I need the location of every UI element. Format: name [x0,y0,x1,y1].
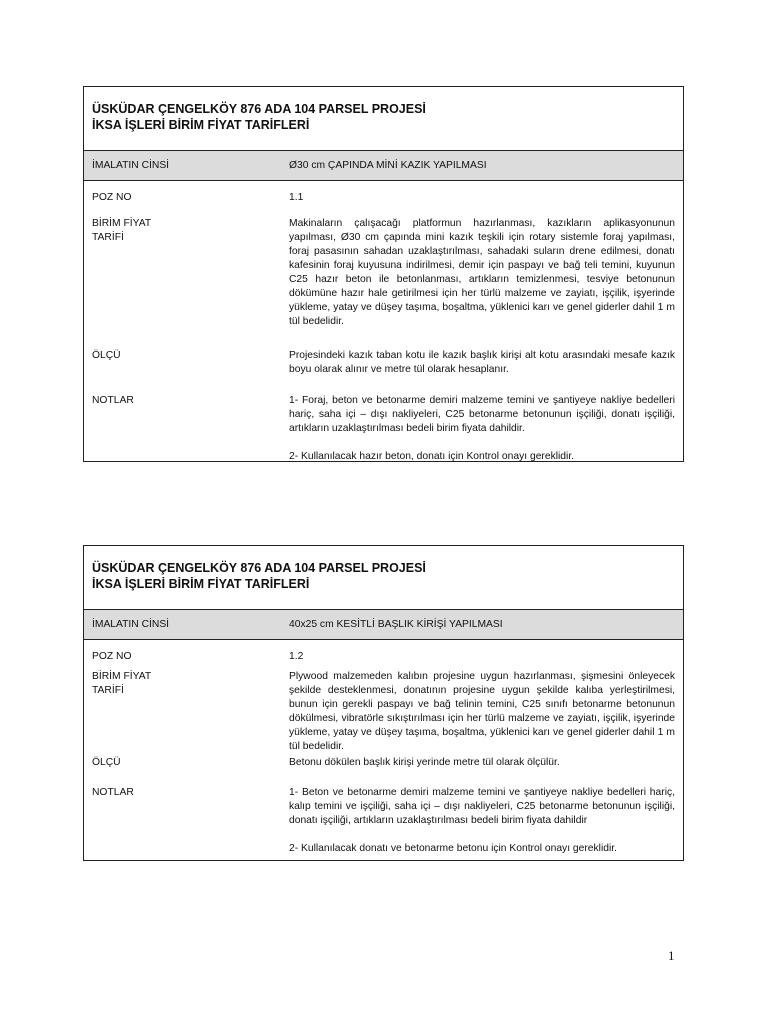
tarif-label-line2: TARİFİ [92,232,124,243]
olcu-value: Projesindeki kazık taban kotu ile kazık başlık kirişi alt kotu arasındaki mesafe kazık boyu olarak alınır ve metre tül olarak hesaplanır. [289,350,675,375]
tarif-row [84,217,683,329]
imalat-label: İMALATIN CİNSİ [92,160,170,171]
imalat-label: İMALATIN CİNSİ [92,619,170,630]
page-number: 1 [668,948,675,963]
tariff-title: İKSA İŞLERİ BİRİM FİYAT TARİFLERİ [92,118,310,132]
tarif-label [84,217,289,329]
section-title [84,546,683,610]
tarif-label-line2: TARİFİ [92,685,124,696]
notlar-row [84,786,683,856]
tarif-row [84,670,683,754]
imalat-row [84,610,683,640]
poz-label: POZ NO [92,651,132,662]
section-title [84,87,683,151]
olcu-label: ÖLÇÜ [92,350,121,361]
tarif-value: Plywood malzemeden kalıbın projesine uygun hazırlanması, şişmesini önleyecek şekilde desteklenmesi, donatının projesine uygun şekilde kalıba yerleştirilmesi, bunun için gerekli paspayı ve bağ telinin temini, C25 sınıfı betonarme betonunun dökülmesi, vibratörle sıkıştırılması için her türlü malzeme ve zayiatı, işçilik, işyerinde yükleme, yatay ve düşey taşıma, boşaltma, yüklenici karı ve genel giderler dahil 1 m tül bedelidir. [289,671,675,752]
poz-value: 1.1 [289,192,304,203]
olcu-value: Betonu dökülen başlık kirişi yerinde metre tül olarak ölçülür. [289,757,560,768]
poz-value: 1.2 [289,651,304,662]
poz-label: POZ NO [92,192,132,203]
imalat-value: 40x25 cm KESİTLİ BAŞLIK KİRİŞİ YAPILMASI [289,619,503,630]
spec-section-1 [83,86,684,462]
spec-section-2 [83,545,684,861]
poz-row [84,191,683,205]
notlar-value [289,394,683,464]
project-title: ÜSKÜDAR ÇENGELKÖY 876 ADA 104 PARSEL PROJESİ [92,102,426,116]
note-2: 2- Kullanılacak donatı ve betonarme betonu için Kontrol onayı gereklidir. [289,843,617,854]
notlar-label: NOTLAR [92,395,134,406]
tariff-title: İKSA İŞLERİ BİRİM FİYAT TARİFLERİ [92,577,310,591]
olcu-row [84,756,683,770]
imalat-row [84,151,683,181]
olcu-row [84,349,683,377]
note-1: 1- Foraj, beton ve betonarme demiri malzeme temini ve şantiyeye nakliye bedelleri hariç, saha içi – dışı nakliyeleri, C25 betonarme betonunun işçiliği, donatı işçiliği, artıkların uzaklaştırılması bedeli birim fiyata dahildir. [289,395,675,434]
notlar-row [84,394,683,464]
tarif-value: Makinaların çalışacağı platformun hazırlanması, kazıkların aplikasyonunun yapılması, Ø30 cm çapında mini kazık teşkili için rotary sistemle foraj yapılması, foraj pasasının sahadan uzaklaştırılması, sahadaki suların drene edilmesi, donatı kafesinin foraj kuyusuna indirilmesi, demir için paspayı ve bağ teli temini, kuyunun C25 hazır beton ile betonlanması, artıkların temizlenmesi, tesviye betonunun dökümüne hazır hale getirilmesi için her türlü malzeme ve zayiatı, işçilik, işyerinde yükleme, yatay ve düşey taşıma, boşaltma, yüklenici karı ve genel giderler dahil 1 m tül bedelidir. [289,218,675,327]
project-title: ÜSKÜDAR ÇENGELKÖY 876 ADA 104 PARSEL PROJESİ [92,561,426,575]
note-2: 2- Kullanılacak hazır beton, donatı için Kontrol onayı gereklidir. [289,451,575,462]
notlar-value [289,786,683,856]
note-1: 1- Beton ve betonarme demiri malzeme temini ve şantiyeye nakliye bedelleri hariç, kalıp temini ve işçiliği, saha içi – dışı nakliyeleri, C25 betonarme betonunun işçiliği, donatı işçiliği, artıkların uzaklaştırılması bedeli birim fiyata dahildir [289,787,675,826]
olcu-label: ÖLÇÜ [92,757,121,768]
tarif-label-line1: BİRİM FİYAT [92,218,152,229]
imalat-value: Ø30 cm ÇAPINDA MİNİ KAZIK YAPILMASI [289,160,487,171]
tarif-label-line1: BİRİM FİYAT [92,671,152,682]
tarif-label [84,670,289,754]
notlar-label: NOTLAR [92,787,134,798]
poz-row [84,650,683,664]
